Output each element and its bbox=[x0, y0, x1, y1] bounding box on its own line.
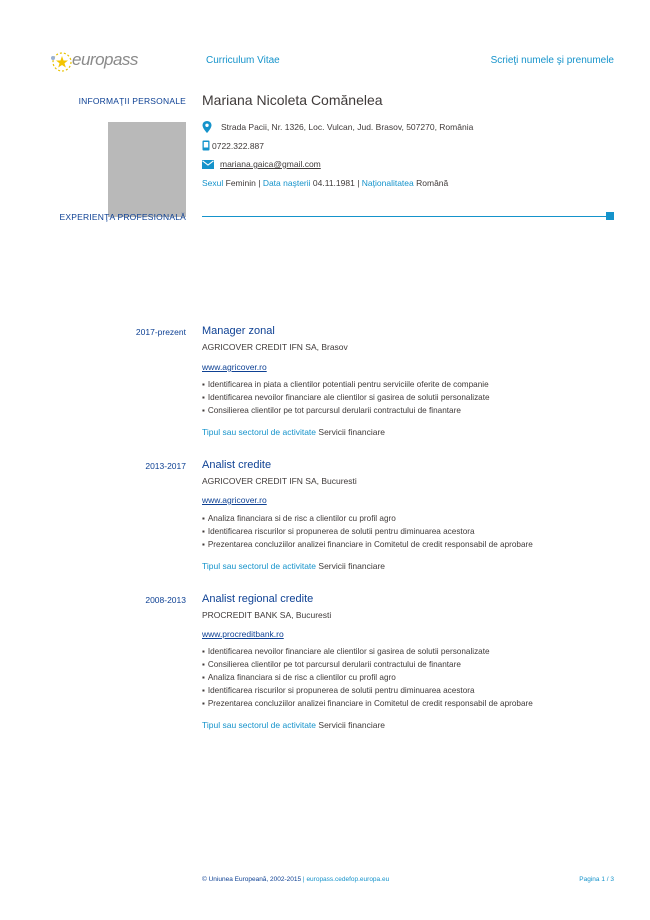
sector-label: Tipul sau sectorul de activitate bbox=[202, 720, 317, 730]
sector-value: Servicii financiare bbox=[318, 561, 386, 571]
list-item: ▪ Analiza financiara si de risc a clientilor cu profil agro bbox=[202, 512, 533, 525]
job-website-link[interactable]: www.agricover.ro bbox=[202, 362, 267, 372]
birth-label: Data naşterii bbox=[262, 178, 311, 188]
job-duties-list bbox=[202, 645, 533, 710]
job-title: Analist regional credite bbox=[202, 593, 314, 605]
mobile-phone-icon bbox=[202, 140, 210, 151]
address-text: Strada Pacii, Nr. 1326, Loc. Vulcan, Jud. Brasov, 507270, România bbox=[221, 122, 474, 132]
page-number: Pagina 1 / 3 bbox=[579, 876, 614, 883]
job-employer: AGRICOVER CREDIT IFN SA, Brasov bbox=[202, 342, 348, 352]
experience-label: EXPERIENŢA PROFESIONALĂ bbox=[59, 212, 186, 222]
list-item: ▪ Consilierea clientilor pe tot parcursul derularii contractului de finantare bbox=[202, 404, 490, 417]
job-dates: 2017-prezent bbox=[135, 327, 186, 337]
personal-info-label: INFORMAŢII PERSONALE bbox=[78, 96, 186, 106]
sector-label: Tipul sau sectorul de activitate bbox=[202, 427, 317, 437]
job-employer: PROCREDIT BANK SA, Bucuresti bbox=[202, 610, 332, 620]
email-link[interactable]: mariana.gaica@gmail.com bbox=[220, 159, 321, 169]
name-placeholder: Scrieţi numele şi prenumele bbox=[490, 55, 614, 66]
job-employer: AGRICOVER CREDIT IFN SA, Bucuresti bbox=[202, 476, 357, 486]
sex-label: Sexul bbox=[202, 178, 224, 188]
sex-value: Feminin bbox=[225, 178, 256, 188]
list-item: ▪ Identificarea nevoilor financiare ale clientilor si gasirea de solutii personalizate bbox=[202, 645, 533, 658]
phone-row bbox=[202, 140, 264, 151]
footer-site-link[interactable]: europass.cedefop.europa.eu bbox=[306, 876, 390, 883]
job-duties-list bbox=[202, 512, 533, 551]
email-row bbox=[202, 159, 321, 169]
section-divider bbox=[202, 216, 606, 217]
job-dates: 2008-2013 bbox=[145, 595, 186, 605]
email-envelope-icon bbox=[202, 160, 214, 169]
nationality-label: Naţionalitatea bbox=[361, 178, 414, 188]
job-sector bbox=[202, 561, 385, 571]
list-item: ▪ Identificarea riscurilor si propunerea de solutii pentru diminuarea acestora bbox=[202, 525, 533, 538]
phone-number: 0722.322.887 bbox=[212, 140, 264, 151]
job-title: Manager zonal bbox=[202, 325, 275, 337]
address-row bbox=[202, 121, 473, 133]
job-title: Analist credite bbox=[202, 459, 272, 471]
location-pin-icon bbox=[202, 121, 212, 133]
list-item: ▪ Prezentarea concluziilor analizei financiare in Comitetul de credit responsabil de aprobare bbox=[202, 538, 533, 551]
personal-details-row: Sexul Feminin | Data naşterii 04.11.1981 | Naţionalitatea Română bbox=[202, 178, 449, 188]
copyright-text: © Uniunea Europeană, 2002-2015 bbox=[202, 876, 302, 883]
job-sector bbox=[202, 720, 385, 730]
job-website-link[interactable]: www.procreditbank.ro bbox=[202, 629, 284, 639]
job-duties-list bbox=[202, 378, 490, 417]
section-divider-end bbox=[606, 212, 614, 220]
job-sector bbox=[202, 427, 385, 437]
list-item: ▪ Analiza financiara si de risc a clientilor cu profil agro bbox=[202, 671, 533, 684]
list-item: ▪ Prezentarea concluziilor analizei financiare in Comitetul de credit responsabil de aprobare bbox=[202, 697, 533, 710]
photo-placeholder bbox=[108, 122, 186, 217]
europass-wordmark: europass bbox=[72, 50, 138, 69]
cv-title: Curriculum Vitae bbox=[206, 55, 280, 66]
list-item: ▪ Consilierea clientilor pe tot parcursul derularii contractului de finantare bbox=[202, 658, 533, 671]
full-name: Mariana Nicoleta Comănelea bbox=[202, 92, 383, 108]
job-dates: 2013-2017 bbox=[145, 461, 186, 471]
list-item: ▪ Identificarea nevoilor financiare ale clientilor si gasirea de solutii personalizate bbox=[202, 391, 490, 404]
list-item: ▪ Identificarea in piata a clientilor potentiali pentru serviciile oferite de companie bbox=[202, 378, 490, 391]
job-website-link[interactable]: www.agricover.ro bbox=[202, 495, 267, 505]
birth-value: 04.11.1981 bbox=[312, 178, 355, 188]
list-item: ▪ Identificarea riscurilor si propunerea de solutii pentru diminuarea acestora bbox=[202, 684, 533, 697]
europass-logo bbox=[46, 48, 146, 74]
footer-copyright: © Uniunea Europeană, 2002-2015 | europass.cedefop.europa.eu bbox=[202, 876, 390, 883]
nationality-value: Română bbox=[416, 178, 449, 188]
sector-value: Servicii financiare bbox=[318, 720, 386, 730]
sector-label: Tipul sau sectorul de activitate bbox=[202, 561, 317, 571]
sector-value: Servicii financiare bbox=[318, 427, 386, 437]
